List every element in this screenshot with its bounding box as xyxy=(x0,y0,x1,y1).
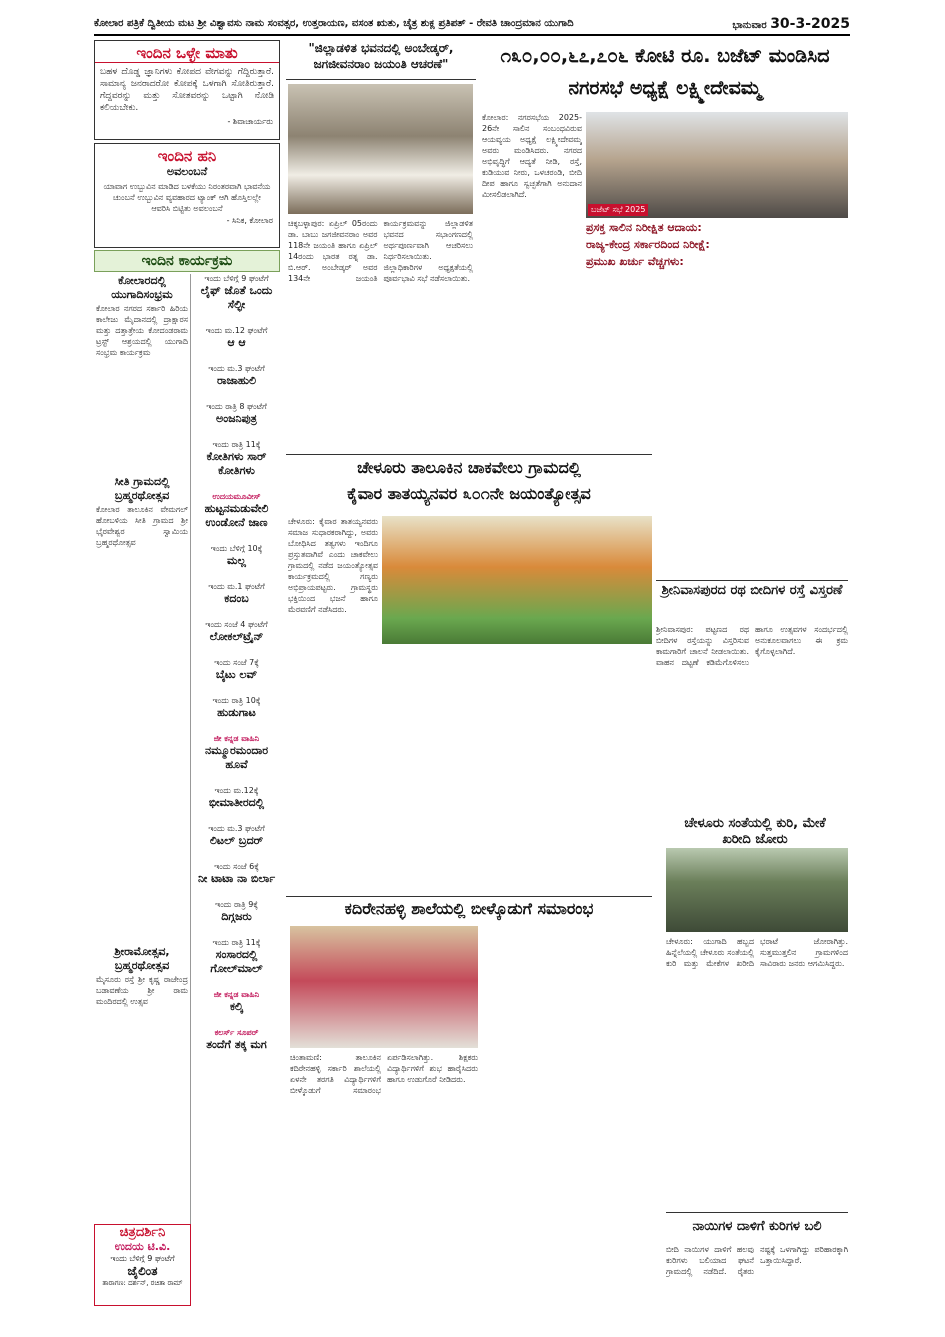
tv-item-time: ಇಂದು ರಾತ್ರಿ 11ಕ್ಕೆ xyxy=(212,938,261,947)
story2-subhead: ಪ್ರಸಕ್ತ ಸಾಲಿನ ನಿರೀಕ್ಷಿತ ಆದಾಯ: xyxy=(586,222,702,234)
hani-author: - ಸಿನಿಕ, ಕೋಲಾರ xyxy=(226,216,273,225)
tv-item-time: ಇಂದು ಸಂಜೆ 7ಕ್ಕೆ xyxy=(214,658,259,667)
story1-headline xyxy=(286,40,476,80)
tv-item xyxy=(193,620,280,644)
quote-box xyxy=(94,40,280,140)
tv-item-title: ಆ ಆ xyxy=(227,336,246,349)
program-item-text: ಕೋಲಾರ ನಗರದ ಸರ್ಕಾರಿ ಹಿರಿಯ ಕಾಲೇಜು ಮೈದಾನದಲ್ಲಿ ದ್ರಾಕ್ಷಾರಸ ಮತ್ತು ದತ್ತಾತ್ರೇಯ ಕೋದಂಡರಾಮ ಟ್ರಸ್ಟ್ ಆಶ್ರಯದಲ್ಲಿ ಯುಗಾದಿ ಸಂಭ್ರಮ ಕಾರ್ಯಕ್ರಮ xyxy=(96,304,188,357)
story6-headline xyxy=(286,896,652,922)
program-item-title: ಶ್ರೀರಾಮೋತ್ಸವ, ಬ್ರಹ್ಮರಥೋತ್ಸವ xyxy=(114,945,170,972)
program-item-title: ಸೀತಿ ಗ್ರಾಮದಲ್ಲಿ ಬ್ರಹ್ಮರಥೋತ್ಸವ xyxy=(114,475,170,502)
story7-body: ಬೀದಿ ನಾಯಿಗಳ ದಾಳಿಗೆ ಹಲವು ಕುರಿಗಳು ಬಲಿಯಾದ ಘಟನೆ ಗ್ರಾಮದಲ್ಲಿ ನಡೆದಿದೆ. ರೈತರು ನಷ್ಟಕ್ಕೆ ಒಳಗಾಗಿದ್ದು ಪರಿಹಾರಕ್ಕಾಗಿ ಒತ್ತಾಯಿಸಿದ್ದಾರೆ. xyxy=(666,1245,848,1276)
tv-item-time: ಇಂದು ಮ.3 ಘಂಟೆಗೆ xyxy=(208,824,265,833)
tv-item-time: ಇಂದು ಸಂಜೆ 6ಕ್ಕೆ xyxy=(214,862,259,871)
story5-body: ಚೇಳೂರು: ಯುಗಾದಿ ಹಬ್ಬದ ಹಿನ್ನೆಲೆಯಲ್ಲಿ ಚೇಳೂರು ಸಂತೆಯಲ್ಲಿ ಕುರಿ ಮತ್ತು ಮೇಕೆಗಳ ಖರೀದಿ ಭರಾಟೆ ಜೋರಾಗಿತ್ತು. ಸುತ್ತಮುತ್ತಲಿನ ಗ್ರಾಮಗಳಿಂದ ಸಾವಿರಾರು ಜನರು ಆಗಮಿಸಿದ್ದರು. xyxy=(666,937,848,968)
story6-title: ಕದಿರೇನಹಳ್ಳಿ ಶಾಲೆಯಲ್ಲಿ ಬೀಳ್ಕೊಡುಗೆ ಸಮಾರಂಭ xyxy=(344,899,594,918)
tv-item-title: ತಂದೆಗೆ ತಕ್ಕ ಮಗ xyxy=(206,1038,267,1051)
tv-item xyxy=(193,658,280,682)
tv-item xyxy=(193,364,280,388)
tv-item-time: ಇಂದು ಬೆಳಿಗ್ಗೆ 9 ಘಂಟೆಗೆ xyxy=(204,274,269,283)
program-item xyxy=(94,475,190,549)
story1-title: "ಜಿಲ್ಲಾಡಳಿತ ಭವನದಲ್ಲಿ ಅಂಬೇಡ್ಕರ್, ಜಗಜೀವನರಾಂ ಜಯಂತಿ ಆಚರಣೆ" xyxy=(308,41,454,71)
tv-item xyxy=(193,492,280,530)
story4-headline xyxy=(656,580,848,620)
tv-item xyxy=(193,734,280,772)
hani-title: ಇಂದಿನ ಹನಿ xyxy=(157,147,217,165)
story2-photo xyxy=(586,112,848,218)
tv-item-title: ಹುಡುಗಾಟ xyxy=(217,706,256,719)
hani-box xyxy=(94,143,280,248)
program-item xyxy=(94,274,190,359)
story1-body: ಚಿಕ್ಕಬಳ್ಳಾಪುರ: ಏಪ್ರಿಲ್ 05ರಂದು ಡಾ. ಬಾಬು ಜಗಜೀವನರಾಂ ಅವರ 118ನೇ ಜಯಂತಿ ಹಾಗೂ ಏಪ್ರಿಲ್ 14ರಂದು ಭಾರತ ರತ್ನ ಡಾ. ಬಿ.ಆರ್. ಅಂಬೇಡ್ಕರ್ ಅವರ 134ನೇ ಜಯಂತಿ ಕಾರ್ಯಕ್ರಮವನ್ನು ಜಿಲ್ಲಾಡಳಿತ ಭವನದ ಸಭಾಂಗಣದಲ್ಲಿ ಅರ್ಥಪೂರ್ಣವಾಗಿ ಆಚರಿಸಲು ನಿರ್ಧರಿಸಲಾಯಿತು. ಜಿಲ್ಲಾಧಿಕಾರಿಗಳ ಅಧ್ಯಕ್ಷತೆಯಲ್ಲಿ ಪೂರ್ವಭಾವಿ ಸಭೆ ನಡೆಸಲಾಯಿತು. xyxy=(288,219,473,283)
story4-title: ಶ್ರೀನಿವಾಸಪುರದ ರಥ ಬೀದಿಗಳ ರಸ್ತೆ ವಿಸ್ತರಣೆ xyxy=(661,583,843,598)
story1-photo xyxy=(288,84,473,214)
tv-item-title: ನೀ ಟಾಟಾ ನಾ ಬಿರ್ಲಾ xyxy=(197,872,276,885)
story7-headline xyxy=(666,1212,848,1242)
chitra-time: ಇಂದು ಬೆಳಿಗ್ಗೆ 9 ಘಂಟೆಗೆ xyxy=(110,1254,175,1263)
hani-subtitle: ಅವಲಂಬನೆ xyxy=(166,165,208,178)
story3-headline xyxy=(286,454,652,512)
program-title-banner xyxy=(94,250,280,272)
program-item-text: ಕೋಲಾರ ತಾಲೂಕಿನ ವೇಮಗಲ್ ಹೋಬಳಿಯ ಸೀತಿ ಗ್ರಾಮದ ಶ್ರೀ ಭೈರವೇಶ್ವರ ಸ್ವಾಮಿಯ ಬ್ರಹ್ಮರಥೋತ್ಸವ xyxy=(96,505,188,547)
header-weekday: ಭಾನುವಾರ xyxy=(732,20,767,31)
header-date-value: 30-3-2025 xyxy=(770,16,850,32)
story2-body: ಕೋಲಾರ: ನಗರಸಭೆಯ 2025-26ನೇ ಸಾಲಿನ ಸಂಬಂಧವಿರುವ ಆಯವ್ಯಯ ಅಧ್ಯಕ್ಷೆ ಲಕ್ಷ್ಮೀದೇವಮ್ಮ ಅವರು ಮಂಡಿಸಿದರು. ನಗರದ ಅಭಿವೃದ್ಧಿಗೆ ಆದ್ಯತೆ ನೀಡಿ, ರಸ್ತೆ, ಕುಡಿಯುವ ನೀರು, ಒಳಚರಂಡಿ, ಬೀದಿ ದೀಪ ಹಾಗೂ ಸ್ವಚ್ಛತೆಗಾಗಿ ಅನುದಾನ ಮೀಸಲಿಡಲಾಗಿದೆ. xyxy=(482,113,582,199)
tv-item-time: ಇಂದು ಮ.1 ಘಂಟೆಗೆ xyxy=(208,582,265,591)
story6-body: ಚಿಂತಾಮಣಿ: ತಾಲೂಕಿನ ಕದಿರೇನಹಳ್ಳಿ ಸರ್ಕಾರಿ ಶಾಲೆಯಲ್ಲಿ ಏಳನೇ ತರಗತಿ ವಿದ್ಯಾರ್ಥಿಗಳಿಗೆ ಬೀಳ್ಕೊಡುಗೆ ಸಮಾರಂಭ ಏರ್ಪಡಿಸಲಾಗಿತ್ತು. ಶಿಕ್ಷಕರು ವಿದ್ಯಾರ್ಥಿಗಳಿಗೆ ಶುಭ ಹಾರೈಸಿದರು ಹಾಗೂ ಉಡುಗೊರೆ ನೀಡಿದರು. xyxy=(290,1053,478,1095)
masthead-strip xyxy=(94,14,850,36)
tv-item-title: ಕದಂಬ xyxy=(224,592,249,605)
tv-item-title: ಸಂಸಾರದಲ್ಲಿ ಗೋಲ್‌ಮಾಲ್ xyxy=(210,948,263,975)
story3-body: ಚೇಳೂರು: ಕೈವಾರ ತಾತಯ್ಯನವರು ಸಮಾಜ ಸುಧಾರಕರಾಗಿದ್ದು, ಅವರು ಬೋಧಿಸಿದ ತತ್ವಗಳು ಇಂದಿಗೂ ಪ್ರಸ್ತುತವಾಗಿವೆ ಎಂದು ಚಾಕವೇಲು ಗ್ರಾಮದಲ್ಲಿ ನಡೆದ ಜಯಂತ್ಯೋತ್ಸವ ಕಾರ್ಯಕ್ರಮದಲ್ಲಿ ಗಣ್ಯರು ಅಭಿಪ್ರಾಯಪಟ್ಟರು. ಗ್ರಾಮಸ್ಥರು ಭಕ್ತಿಯಿಂದ ಭಜನೆ ಹಾಗೂ ಮೆರವಣಿಗೆ ನಡೆಸಿದರು. xyxy=(288,517,378,614)
chitra-channel: ಉದಯ ಟಿ.ವಿ. xyxy=(114,1240,171,1253)
quote-author: - ಶಿವಾಚಾರ್ಯರು xyxy=(227,117,273,126)
story2-title: ೧೩೦,೦೦,೬೭,೭೦೬ ಕೋಟಿ ರೂ. ಬಜೆಟ್ ಮಂಡಿಸಿದ ನಗರಸಭೆ ಅಧ್ಯಕ್ಷೆ ಲಕ್ಷ್ಮೀದೇವಮ್ಮ xyxy=(500,45,830,99)
tv-item xyxy=(193,696,280,720)
tv-item xyxy=(193,1028,280,1052)
story3-title-line1: ಚೇಳೂರು ತಾಲೂಕಿನ ಚಾಕವೇಲು ಗ್ರಾಮದಲ್ಲಿ xyxy=(357,458,581,477)
story3-photo xyxy=(382,516,652,644)
story4-body: ಶ್ರೀನಿವಾಸಪುರ: ಪಟ್ಟಣದ ರಥ ಬೀದಿಗಳ ರಸ್ತೆಯನ್ನು ವಿಸ್ತರಿಸುವ ಕಾಮಗಾರಿಗೆ ಚಾಲನೆ ನೀಡಲಾಯಿತು. ವಾಹನ ದಟ್ಟಣೆ ಕಡಿಮೆಗೊಳಿಸಲು ಹಾಗೂ ಉತ್ಸವಗಳ ಸಂದರ್ಭದಲ್ಲಿ ಅನುಕೂಲವಾಗಲು ಈ ಕ್ರಮ ಕೈಗೊಳ್ಳಲಾಗಿದೆ. xyxy=(656,625,848,667)
story5-headline xyxy=(670,816,840,848)
tv-item-title: ಮಲ್ಲ xyxy=(227,554,246,567)
chitra-box xyxy=(94,1224,191,1306)
tv-item-time: ಉದಯಮೂವೀಸ್ xyxy=(212,492,261,501)
story6-body-continued xyxy=(482,926,662,1306)
tv-item-title: ಲೈಫ್ ಜೊತೆ ಒಂದು ಸೆಲ್ಫೀ xyxy=(200,284,273,311)
story6-photo xyxy=(290,926,478,1048)
story2-subhead: ಪ್ರಮುಖ ಖರ್ಚು ವೆಚ್ಚಗಳು: xyxy=(586,255,684,268)
story3-title-line2: ಕೈವಾರ ತಾತಯ್ಯನವರ ೩೦೧ನೇ ಜಯಂತ್ಯೋತ್ಸವ xyxy=(347,484,591,503)
program-list xyxy=(94,274,191,1224)
tv-item xyxy=(193,938,280,976)
tv-item-time: ಇಂದು ರಾತ್ರಿ 11ಕ್ಕೆ xyxy=(212,440,261,449)
story2-columns xyxy=(586,222,848,450)
program-filler xyxy=(94,555,190,945)
tv-item-time: ಇಂದು ಮ.12ಕ್ಕೆ xyxy=(214,786,259,795)
tv-item-time: ಇಂದು ಬೆಳಿಗ್ಗೆ 10ಕ್ಕೆ xyxy=(210,544,263,553)
tv-listing xyxy=(193,274,280,1306)
tv-item xyxy=(193,274,280,312)
tv-item-time: ಜೀ ಕನ್ನಡ ವಾಹಿನಿ xyxy=(213,990,260,999)
header-date xyxy=(732,14,850,36)
tv-item xyxy=(193,786,280,810)
quote-title: ಇಂದಿನ ಒಳ್ಳೇ ಮಾತು xyxy=(95,41,279,63)
tv-item-time: ಜೀ ಕನ್ನಡ ವಾಹಿನಿ xyxy=(213,734,260,743)
tv-item-time: ಇಂದು ಸಂಜೆ 4 ಘಂಟೆಗೆ xyxy=(205,620,268,629)
header-left-text: ಕೋಲಾರ ಪತ್ರಿಕೆ ದ್ವಿತೀಯ ಮಟ ಶ್ರೀ ವಿಶ್ವಾವಸು ನಾಮ ಸಂವತ್ಸರ, ಉತ್ತರಾಯಣ, ವಸಂತ ಋತು, ಚೈತ್ರ ಶುಕ್ಲ ಪ್ರತಿಪತ್ - ರೇವತಿ ಚಾಂದ್ರಮಾನ ಯುಗಾದಿ xyxy=(94,18,574,29)
story2-headline xyxy=(482,40,848,108)
tv-item-time: ಇಂದು ರಾತ್ರಿ 10ಕ್ಕೆ xyxy=(212,696,261,705)
tv-item xyxy=(193,544,280,568)
tv-item-title: ಬೈಟು ಲವ್ xyxy=(215,668,258,681)
story5-photo xyxy=(666,848,848,932)
tv-item-title: ನಮ್ಮೂರಮಂದಾರ ಹೂವೆ xyxy=(204,744,269,771)
tv-item-time: ಇಂದು ರಾತ್ರಿ 8 ಘಂಟೆಗೆ xyxy=(206,402,267,411)
tv-item xyxy=(193,440,280,478)
program-item-text: ಮೈಸೂರು ರಸ್ತೆ ಶ್ರೀ ಕೃಷ್ಣ ರಾಜೇಂದ್ರ ಬಡಾವಣೆಯ ಶ್ರೀ ರಾಮ ಮಂದಿರದಲ್ಲಿ ಉತ್ಸವ xyxy=(96,975,188,1006)
tv-item-title: ಕಲ್ಕಿ xyxy=(229,1000,243,1013)
program-item-title: ಕೋಲಾರದಲ್ಲಿ ಯುಗಾದಿಸಂಭ್ರಮ xyxy=(111,274,173,301)
chitra-movie: ಜೈಲಿಂತ xyxy=(127,1264,158,1278)
story2-subhead: ರಾಜ್ಯ-ಕೇಂದ್ರ ಸರ್ಕಾರದಿಂದ ನಿರೀಕ್ಷೆ: xyxy=(586,238,710,251)
quote-text: ಬಹಳ ದೊಡ್ಡ ಜ್ಞಾನಿಗಳು ಕೋಪದ ವೇಗವನ್ನು ಗೆದ್ದಿರುತ್ತಾರೆ. ಸಾಮಾನ್ಯ ಜನರಾದರೋ ಕೋಪಕ್ಕೆ ಒಳಗಾಗಿ ಸೋತಿರುತ್ತಾರೆ. ಗೆದ್ದವರನ್ನು ಮತ್ತು ಸೋತವರನ್ನು ಒಟ್ಟಾಗಿ ನೋಡಿ ಕಲಿಯಬೇಕು. xyxy=(100,67,274,113)
tv-item xyxy=(193,862,280,886)
story5-title: ಚೇಳೂರು ಸಂತೆಯಲ್ಲಿ ಕುರಿ, ಮೇಕೆ ಖರೀದಿ ಜೋರು xyxy=(684,816,826,847)
tv-item-time: ಇಂದು ಮ.3 ಘಂಟೆಗೆ xyxy=(208,364,265,373)
tv-item xyxy=(193,326,280,350)
tv-item xyxy=(193,402,280,426)
tv-item xyxy=(193,824,280,848)
program-filler xyxy=(94,365,190,475)
tv-item xyxy=(193,900,280,924)
tv-item-title: ಹುಟ್ಟನಮಡುವೇಲಿ ಉಂಡೋನೆ ಜಾಣ xyxy=(204,502,269,529)
tv-item-time: ಕಲರ್ಸ್ ಸೂಪರ್ xyxy=(214,1028,259,1037)
story2-photo-banner: ಬಜೆಟ್ ಸಭೆ 2025 xyxy=(588,204,648,216)
hani-text: ಯಾವಾಗ ಉಬ್ಬುವಿನ ಮಾಡಿದ ಬಳಕೆಯು ನಿರಂತರವಾಗಿ ಭಾವನೆಯ ಚುಂಬನೆ ಉಬ್ಬುವಿನ ವ್ಯವಹಾರದ ಟ್ಯಾಂಕ್ ಆಗಿ ಹೊಸ್ತಿಲಲ್ಲೇ ಆವರಿಸಿ ಬಿಟ್ಟಿತು ಅವಲಂಬನೆ xyxy=(103,182,271,213)
program-item xyxy=(94,945,190,1008)
tv-item-time: ಇಂದು ಮ.12 ಘಂಟೆಗೆ xyxy=(205,326,268,335)
tv-item-title: ದಿಗ್ಗಜರು xyxy=(221,910,252,923)
story7-title: ನಾಯಿಗಳ ದಾಳಿಗೆ ಕುರಿಗಳ ಬಲಿ xyxy=(692,1219,822,1234)
tv-item-title: ಅಂಜನಿಪುತ್ರ xyxy=(216,412,257,425)
tv-item-title: ರಾಜಾಹುಲಿ xyxy=(216,374,257,387)
chitra-title: ಚಿತ್ರದರ್ಶಿನಿ xyxy=(119,1225,166,1240)
tv-item-title: ಲಿಟಲ್ ಬ್ರದರ್ xyxy=(209,834,264,847)
tv-item xyxy=(193,582,280,606)
tv-item-title: ಕೋತಿಗಳು ಸಾರ್ ಕೋತಿಗಳು xyxy=(206,450,267,477)
tv-item-time: ಇಂದು ರಾತ್ರಿ 9ಕ್ಕೆ xyxy=(215,900,258,909)
tv-item xyxy=(193,990,280,1014)
tv-item-title: ಲೋಕಲ್‌ಟ್ರೈನ್ xyxy=(209,630,264,643)
chitra-cast: ತಾರಾಗಣ: ದರ್ಶನ್, ರಚಿತಾ ರಾಮ್ xyxy=(102,1279,183,1287)
tv-item-title: ಭೀಮಾತೀರದಲ್ಲಿ xyxy=(208,796,265,809)
program-title: ಇಂದಿನ ಕಾರ್ಯಕ್ರಮ xyxy=(141,253,233,269)
